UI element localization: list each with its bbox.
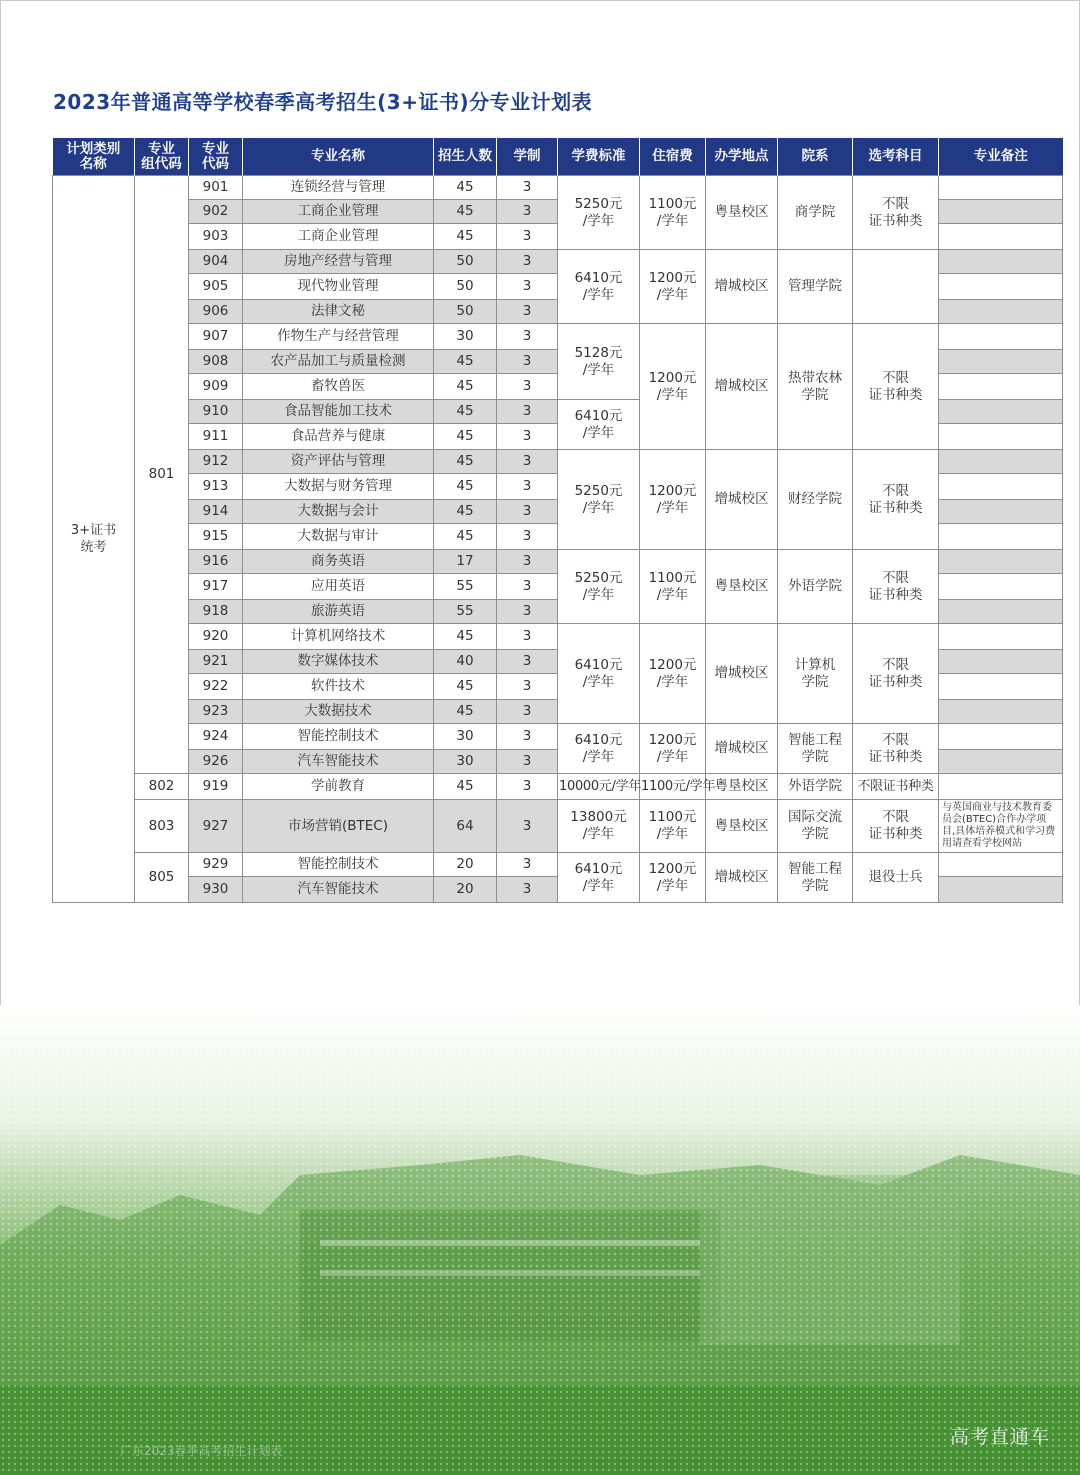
campus-cell: 粤垦校区: [706, 550, 778, 624]
major-name-cell: 学前教育: [243, 774, 434, 800]
major-code-cell: 908: [189, 350, 243, 374]
enrollment-cell: 55: [434, 600, 497, 624]
note-cell: [939, 853, 1063, 877]
enrollment-cell: 45: [434, 350, 497, 374]
tuition-cell: 6410元 /学年: [558, 400, 640, 450]
tuition-cell: 5128元 /学年: [558, 324, 640, 400]
major-code-cell: 903: [189, 224, 243, 250]
note-cell: [939, 374, 1063, 400]
years-cell: 3: [497, 750, 558, 774]
tuition-cell: 13800元 /学年: [558, 800, 640, 853]
note-cell: [939, 750, 1063, 774]
major-code-cell: 907: [189, 324, 243, 350]
table-row: [53, 774, 1063, 800]
note-cell: [939, 674, 1063, 700]
years-cell: 3: [497, 450, 558, 474]
enrollment-cell: 50: [434, 250, 497, 274]
tuition-cell: 10000元/学年: [558, 774, 640, 800]
enrollment-cell: 30: [434, 324, 497, 350]
enrollment-cell: 45: [434, 674, 497, 700]
note-cell: [939, 350, 1063, 374]
years-cell: 3: [497, 674, 558, 700]
note-cell: [939, 877, 1063, 903]
major-code-cell: 920: [189, 624, 243, 650]
major-name-cell: 食品营养与健康: [243, 424, 434, 450]
dorm-cell: 1200元 /学年: [640, 624, 706, 724]
enrollment-cell: 45: [434, 424, 497, 450]
years-cell: 3: [497, 374, 558, 400]
subjects-cell: 不限 证书种类: [853, 450, 939, 550]
major-name-cell: 资产评估与管理: [243, 450, 434, 474]
group-code-cell: 802: [135, 774, 189, 800]
major-code-cell: 915: [189, 524, 243, 550]
enrollment-cell: 45: [434, 774, 497, 800]
watermark-text: 高考直通车: [949, 1426, 1050, 1448]
years-cell: 3: [497, 700, 558, 724]
years-cell: 3: [497, 324, 558, 350]
table-row: [53, 853, 1063, 877]
dorm-cell: 1100元/学年: [640, 774, 706, 800]
enrollment-cell: 45: [434, 200, 497, 224]
enrollment-cell: 45: [434, 500, 497, 524]
tuition-cell: 5250元 /学年: [558, 176, 640, 250]
major-name-cell: 作物生产与经营管理: [243, 324, 434, 350]
enrollment-cell: 17: [434, 550, 497, 574]
school-cell: 外语学院: [778, 774, 853, 800]
subjects-cell: 不限 证书种类: [853, 624, 939, 724]
major-name-cell: 食品智能加工技术: [243, 400, 434, 424]
major-name-cell: 畜牧兽医: [243, 374, 434, 400]
school-cell: 国际交流 学院: [778, 800, 853, 853]
major-code-cell: 904: [189, 250, 243, 274]
page-title: 2023年普通高等学校春季高考招生(3+证书)分专业计划表: [53, 90, 593, 114]
major-code-cell: 905: [189, 274, 243, 300]
dorm-cell: 1200元 /学年: [640, 250, 706, 324]
note-cell: [939, 424, 1063, 450]
major-code-cell: 927: [189, 800, 243, 853]
dorm-cell: 1200元 /学年: [640, 450, 706, 550]
years-cell: 3: [497, 877, 558, 903]
group-code-cell: 805: [135, 853, 189, 903]
plan-type-cell: 3+证书 统考: [53, 176, 135, 903]
campus-cell: 增城校区: [706, 724, 778, 774]
header-tuition: 学费标准: [558, 138, 640, 176]
years-cell: 3: [497, 500, 558, 524]
major-code-cell: 930: [189, 877, 243, 903]
enrollment-cell: 45: [434, 700, 497, 724]
note-cell: [939, 450, 1063, 474]
school-cell: 智能工程 学院: [778, 853, 853, 903]
major-code-cell: 902: [189, 200, 243, 224]
note-cell: [939, 176, 1063, 200]
header-campus: 办学地点: [706, 138, 778, 176]
major-name-cell: 大数据技术: [243, 700, 434, 724]
enrollment-cell: 45: [434, 224, 497, 250]
years-cell: 3: [497, 200, 558, 224]
major-name-cell: 旅游英语: [243, 600, 434, 624]
note-cell: [939, 474, 1063, 500]
enrollment-cell: 30: [434, 750, 497, 774]
major-code-cell: 909: [189, 374, 243, 400]
note-cell: [939, 600, 1063, 624]
major-name-cell: 大数据与会计: [243, 500, 434, 524]
major-code-cell: 921: [189, 650, 243, 674]
enrollment-cell: 50: [434, 274, 497, 300]
major-code-cell: 918: [189, 600, 243, 624]
header-dorm: 住宿费: [640, 138, 706, 176]
years-cell: 3: [497, 176, 558, 200]
enrollment-cell: 55: [434, 574, 497, 600]
enrollment-plan-table: [52, 138, 1063, 903]
enrollment-cell: 20: [434, 853, 497, 877]
header-note: 专业备注: [939, 138, 1063, 176]
enrollment-cell: 45: [434, 374, 497, 400]
major-code-cell: 926: [189, 750, 243, 774]
campus-cell: 粤垦校区: [706, 774, 778, 800]
header-years: 学制: [497, 138, 558, 176]
tuition-cell: 6410元 /学年: [558, 250, 640, 324]
years-cell: 3: [497, 853, 558, 877]
school-cell: 热带农林 学院: [778, 324, 853, 450]
table-row: [53, 550, 1063, 574]
dorm-cell: 1200元 /学年: [640, 724, 706, 774]
years-cell: 3: [497, 650, 558, 674]
tuition-cell: 6410元 /学年: [558, 853, 640, 903]
note-cell: [939, 774, 1063, 800]
header-school: 院系: [778, 138, 853, 176]
school-cell: 财经学院: [778, 450, 853, 550]
subjects-cell: 退役士兵: [853, 853, 939, 903]
enrollment-cell: 45: [434, 400, 497, 424]
major-name-cell: 商务英语: [243, 550, 434, 574]
years-cell: 3: [497, 424, 558, 450]
years-cell: 3: [497, 550, 558, 574]
enrollment-cell: 50: [434, 300, 497, 324]
enrollment-cell: 45: [434, 524, 497, 550]
subjects-cell: [853, 250, 939, 324]
note-cell: [939, 700, 1063, 724]
enrollment-cell: 20: [434, 877, 497, 903]
years-cell: 3: [497, 724, 558, 750]
major-code-cell: 906: [189, 300, 243, 324]
major-name-cell: 软件技术: [243, 674, 434, 700]
note-cell: [939, 500, 1063, 524]
school-cell: 管理学院: [778, 250, 853, 324]
subjects-cell: 不限 证书种类: [853, 324, 939, 450]
years-cell: 3: [497, 624, 558, 650]
major-name-cell: 汽车智能技术: [243, 750, 434, 774]
dorm-cell: 1100元 /学年: [640, 550, 706, 624]
header-group-code: 专业 组代码: [135, 138, 189, 176]
major-code-cell: 929: [189, 853, 243, 877]
campus-photo-background: [0, 1005, 1080, 1475]
table-row: [53, 624, 1063, 650]
major-name-cell: 市场营销(BTEC): [243, 800, 434, 853]
note-cell: [939, 300, 1063, 324]
background-caption: 广东2023春季高考招生计划表: [120, 1444, 283, 1458]
years-cell: 3: [497, 274, 558, 300]
tuition-cell: 5250元 /学年: [558, 450, 640, 550]
tuition-cell: 5250元 /学年: [558, 550, 640, 624]
campus-cell: 增城校区: [706, 853, 778, 903]
header-subjects: 选考科目: [853, 138, 939, 176]
table-row: [53, 176, 1063, 200]
subjects-cell: 不限 证书种类: [853, 800, 939, 853]
tuition-cell: 6410元 /学年: [558, 624, 640, 724]
major-name-cell: 现代物业管理: [243, 274, 434, 300]
major-name-cell: 应用英语: [243, 574, 434, 600]
years-cell: 3: [497, 400, 558, 424]
note-cell: [939, 324, 1063, 350]
campus-cell: 增城校区: [706, 450, 778, 550]
enrollment-cell: 45: [434, 474, 497, 500]
major-name-cell: 工商企业管理: [243, 224, 434, 250]
major-code-cell: 912: [189, 450, 243, 474]
major-name-cell: 房地产经营与管理: [243, 250, 434, 274]
header-major-code: 专业 代码: [189, 138, 243, 176]
major-name-cell: 汽车智能技术: [243, 877, 434, 903]
note-cell: [939, 550, 1063, 574]
years-cell: 3: [497, 774, 558, 800]
years-cell: 3: [497, 300, 558, 324]
major-name-cell: 智能控制技术: [243, 853, 434, 877]
table-row: [53, 250, 1063, 274]
note-cell: [939, 624, 1063, 650]
years-cell: 3: [497, 574, 558, 600]
enrollment-cell: 45: [434, 450, 497, 474]
campus-cell: 粤垦校区: [706, 800, 778, 853]
school-cell: 计算机 学院: [778, 624, 853, 724]
school-cell: 商学院: [778, 176, 853, 250]
school-cell: 智能工程 学院: [778, 724, 853, 774]
years-cell: 3: [497, 800, 558, 853]
dorm-cell: 1100元 /学年: [640, 176, 706, 250]
note-cell: [939, 200, 1063, 224]
table-row: [53, 324, 1063, 350]
major-name-cell: 连锁经营与管理: [243, 176, 434, 200]
major-name-cell: 数字媒体技术: [243, 650, 434, 674]
table-row: [53, 800, 1063, 853]
major-code-cell: 923: [189, 700, 243, 724]
note-cell: [939, 574, 1063, 600]
major-name-cell: 农产品加工与质量检测: [243, 350, 434, 374]
school-cell: 外语学院: [778, 550, 853, 624]
major-name-cell: 计算机网络技术: [243, 624, 434, 650]
subjects-cell: 不限 证书种类: [853, 724, 939, 774]
major-name-cell: 法律文秘: [243, 300, 434, 324]
table-row: [53, 724, 1063, 750]
major-name-cell: 大数据与财务管理: [243, 474, 434, 500]
enrollment-cell: 45: [434, 624, 497, 650]
subjects-cell: 不限证书种类: [853, 774, 939, 800]
campus-cell: 增城校区: [706, 624, 778, 724]
major-code-cell: 916: [189, 550, 243, 574]
header-enrollment: 招生人数: [434, 138, 497, 176]
campus-cell: 增城校区: [706, 250, 778, 324]
table-row: [53, 450, 1063, 474]
campus-cell: 增城校区: [706, 324, 778, 450]
major-code-cell: 917: [189, 574, 243, 600]
major-name-cell: 智能控制技术: [243, 724, 434, 750]
major-code-cell: 913: [189, 474, 243, 500]
enrollment-cell: 45: [434, 176, 497, 200]
note-cell: [939, 650, 1063, 674]
major-name-cell: 工商企业管理: [243, 200, 434, 224]
major-code-cell: 924: [189, 724, 243, 750]
years-cell: 3: [497, 524, 558, 550]
note-cell: 与英国商业与技术教育委员会(BTEC)合作办学项目,具体培养模式和学习费用请查看学校网站: [939, 800, 1063, 853]
tuition-cell: 6410元 /学年: [558, 724, 640, 774]
note-cell: [939, 224, 1063, 250]
table-header-row: [53, 138, 1063, 176]
major-code-cell: 919: [189, 774, 243, 800]
group-code-cell: 803: [135, 800, 189, 853]
note-cell: [939, 250, 1063, 274]
campus-cell: 粤垦校区: [706, 176, 778, 250]
dorm-cell: 1100元 /学年: [640, 800, 706, 853]
note-cell: [939, 400, 1063, 424]
years-cell: 3: [497, 224, 558, 250]
subjects-cell: 不限 证书种类: [853, 176, 939, 250]
major-name-cell: 大数据与审计: [243, 524, 434, 550]
group-code-cell: 801: [135, 176, 189, 774]
years-cell: 3: [497, 474, 558, 500]
subjects-cell: 不限 证书种类: [853, 550, 939, 624]
major-code-cell: 901: [189, 176, 243, 200]
major-code-cell: 914: [189, 500, 243, 524]
major-code-cell: 910: [189, 400, 243, 424]
enrollment-cell: 64: [434, 800, 497, 853]
enrollment-cell: 40: [434, 650, 497, 674]
major-code-cell: 911: [189, 424, 243, 450]
years-cell: 3: [497, 350, 558, 374]
note-cell: [939, 724, 1063, 750]
enrollment-cell: 30: [434, 724, 497, 750]
dorm-cell: 1200元 /学年: [640, 853, 706, 903]
major-code-cell: 922: [189, 674, 243, 700]
header-major-name: 专业名称: [243, 138, 434, 176]
years-cell: 3: [497, 600, 558, 624]
note-cell: [939, 274, 1063, 300]
note-cell: [939, 524, 1063, 550]
header-plan-type: 计划类别 名称: [53, 138, 135, 176]
years-cell: 3: [497, 250, 558, 274]
dorm-cell: 1200元 /学年: [640, 324, 706, 450]
